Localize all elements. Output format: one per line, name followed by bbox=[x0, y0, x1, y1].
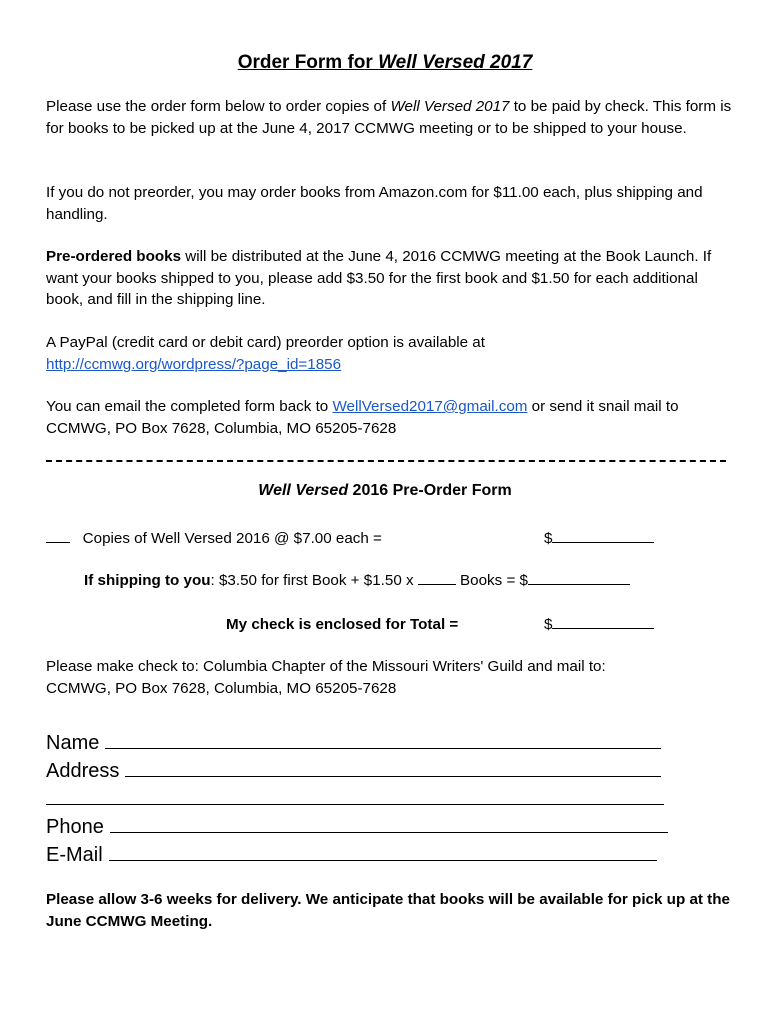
delivery-note: Please allow 3-6 weeks for delivery. We anticipate that books will be available for pick up at the June CCMWG Meeting. bbox=[46, 891, 730, 930]
paypal-text: A PayPal (credit card or debit card) preorder option is available at bbox=[46, 334, 485, 351]
email-text-a: You can email the completed form back to bbox=[46, 398, 333, 415]
phone-field bbox=[46, 812, 668, 841]
phone-label: Phone bbox=[46, 816, 104, 838]
paypal-paragraph bbox=[46, 332, 736, 375]
name-field bbox=[46, 728, 661, 757]
copies-amount bbox=[544, 528, 654, 550]
email-text-b: or send it snail mail to CCMWG, PO Box 7628, Columbia, MO 65205-7628 bbox=[46, 398, 679, 437]
shipping-text-a: : $3.50 for first Book + $1.50 x bbox=[210, 572, 418, 589]
name-input-line[interactable] bbox=[105, 728, 661, 749]
intro-paragraph bbox=[46, 96, 736, 139]
copies-quantity-blank[interactable] bbox=[46, 528, 70, 543]
address-input-line[interactable] bbox=[125, 756, 661, 777]
amazon-paragraph: If you do not preorder, you may order books from Amazon.com for $11.00 each, plus shipping and handling. bbox=[46, 184, 703, 223]
form-title-italic: Well Versed bbox=[258, 482, 349, 499]
paypal-link[interactable]: http://ccmwg.org/wordpress/?page_id=1856 bbox=[46, 355, 342, 373]
title-prefix: Order Form for bbox=[237, 52, 379, 73]
preorder-bold: Pre-ordered books bbox=[46, 248, 182, 265]
address-field bbox=[46, 756, 661, 785]
shipping-books-blank[interactable] bbox=[418, 570, 456, 585]
address-input-line-2[interactable] bbox=[46, 784, 664, 805]
shipping-amount-blank[interactable] bbox=[528, 570, 630, 585]
preorder-form-title bbox=[0, 482, 770, 500]
check-note-line2: CCMWG, PO Box 7628, Columbia, MO 65205-7628 bbox=[46, 679, 397, 697]
copies-row bbox=[46, 528, 382, 550]
name-label: Name bbox=[46, 732, 100, 754]
copies-label: Copies of Well Versed 2016 @ $7.00 each = bbox=[82, 530, 382, 547]
title-book-name: Well Versed 2017 bbox=[378, 52, 533, 73]
email-field bbox=[46, 840, 657, 869]
total-amount-blank[interactable] bbox=[552, 614, 654, 629]
intro-text-b: to be paid by check. This form is for books to be picked up at the June 4, 2017 CCMWG meeting or to be shipped to your house. bbox=[46, 98, 732, 137]
total-label: My check is enclosed for Total = bbox=[226, 616, 459, 633]
shipping-bold: If shipping to you bbox=[84, 572, 211, 589]
form-title-rest: 2016 Pre-Order Form bbox=[348, 482, 512, 499]
check-note bbox=[46, 656, 736, 699]
check-note-line1: Please make check to: Columbia Chapter of the Missouri Writers' Guild and mail to: bbox=[46, 658, 606, 675]
page-title bbox=[0, 52, 770, 74]
total-dollar: $ bbox=[544, 616, 553, 633]
preorder-rest: will be distributed at the June 4, 2016 CCMWG meeting at the Book Launch. If want your books shipped to you, please add $3.50 for the first book and $1.50 for each additional book, and fill in the shipping line. bbox=[46, 248, 712, 308]
shipping-row bbox=[84, 570, 630, 592]
email-label: E-Mail bbox=[46, 844, 103, 866]
copies-dollar: $ bbox=[544, 530, 553, 547]
email-input-line[interactable] bbox=[109, 840, 657, 861]
preorder-paragraph bbox=[46, 246, 736, 311]
email-link[interactable]: WellVersed2017@gmail.com bbox=[332, 398, 528, 415]
address-line-2 bbox=[46, 784, 664, 813]
intro-text-a: Please use the order form below to order copies of bbox=[46, 98, 391, 115]
email-paragraph bbox=[46, 396, 736, 439]
phone-input-line[interactable] bbox=[110, 812, 668, 833]
address-label: Address bbox=[46, 760, 120, 782]
copies-amount-blank[interactable] bbox=[552, 528, 654, 543]
shipping-text-b: Books = $ bbox=[455, 572, 528, 589]
dashed-divider bbox=[46, 460, 726, 462]
total-amount bbox=[544, 614, 654, 636]
intro-book-name: Well Versed 2017 bbox=[390, 98, 510, 115]
